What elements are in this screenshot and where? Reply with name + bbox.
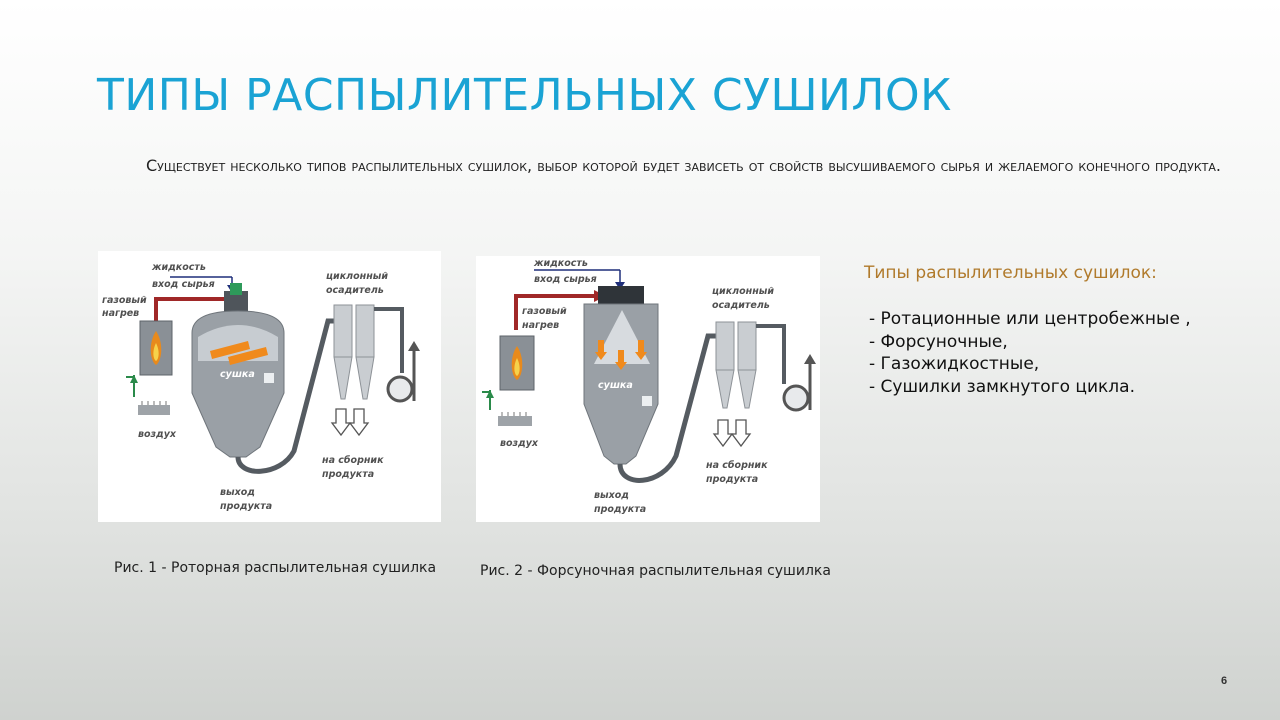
svg-text:жидкость: жидкость xyxy=(534,258,588,269)
svg-text:на сборник: на сборник xyxy=(322,455,384,466)
svg-text:продукта: продукта xyxy=(322,469,375,480)
nozzle-dryer-diagram xyxy=(476,256,820,522)
air-filter xyxy=(138,405,170,415)
types-list xyxy=(869,308,1191,398)
svg-text:вход сырья: вход сырья xyxy=(534,274,597,285)
svg-text:газовый: газовый xyxy=(522,306,567,317)
figure-rotary-dryer xyxy=(98,251,441,522)
svg-text:жидкость: жидкость xyxy=(152,262,206,273)
intro-paragraph: Существует несколько типов распылительных сушилок, выбор которой будет зависеть от свойств высушиваемого сырья и желаемого конечного продукта. xyxy=(146,156,1221,175)
list-item: - Сушилки замкнутого цикла. xyxy=(869,376,1135,397)
svg-text:продукта: продукта xyxy=(706,474,759,485)
svg-text:воздух: воздух xyxy=(500,438,539,449)
rotary-dryer-diagram xyxy=(98,251,441,522)
svg-text:нагрев: нагрев xyxy=(522,320,560,331)
fan-icon xyxy=(784,386,808,410)
page-number: 6 xyxy=(1221,675,1228,687)
svg-text:воздух: воздух xyxy=(138,429,177,440)
list-item: - Форсуночные, xyxy=(869,331,1008,352)
figure-2-caption: Рис. 2 - Форсуночная распылительная сушилка xyxy=(480,563,831,579)
svg-text:на сборник: на сборник xyxy=(706,460,768,471)
svg-text:продукта: продукта xyxy=(220,501,273,512)
svg-text:сушка: сушка xyxy=(598,380,633,391)
svg-text:циклонный: циклонный xyxy=(326,271,389,282)
svg-text:выход: выход xyxy=(220,487,255,498)
svg-text:вход сырья: вход сырья xyxy=(152,279,215,290)
air-filter xyxy=(498,416,532,426)
svg-text:газовый: газовый xyxy=(102,295,147,306)
svg-text:циклонный: циклонный xyxy=(712,286,775,297)
svg-text:осадитель: осадитель xyxy=(326,285,384,296)
figure-nozzle-dryer xyxy=(476,256,820,522)
svg-text:сушка: сушка xyxy=(220,369,255,380)
types-heading: Типы распылительных сушилок: xyxy=(864,263,1157,283)
figure-1-caption: Рис. 1 - Роторная распылительная сушилка xyxy=(114,560,437,576)
svg-text:нагрев: нагрев xyxy=(102,308,140,319)
list-item: - Газожидкостные, xyxy=(869,354,1040,374)
slide-title: ТИПЫ РАСПЫЛИТЕЛЬНЫХ СУШИЛОК xyxy=(97,70,952,121)
list-item: - Ротационные или центробежные , xyxy=(869,309,1191,329)
svg-text:осадитель: осадитель xyxy=(712,300,770,311)
fan-icon xyxy=(388,377,412,401)
svg-text:выход: выход xyxy=(594,490,629,501)
svg-text:продукта: продукта xyxy=(594,504,647,515)
